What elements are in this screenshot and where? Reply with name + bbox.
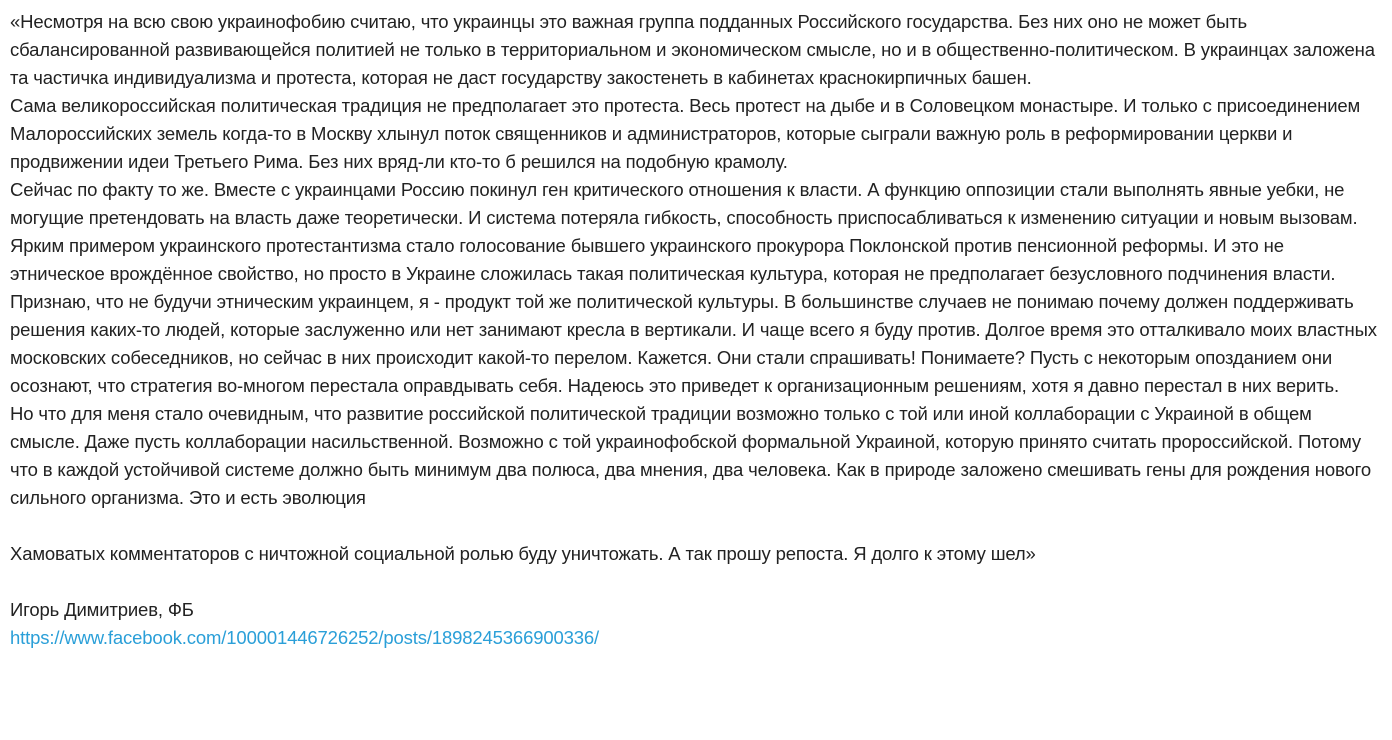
post-paragraph-6: Но что для меня стало очевидным, что развитие российской политической традиции возможно только с той или иной коллаборации с Украиной в общем смысле. Даже пусть коллаборации насильственной. Возможно с той украинофобской формальной Украиной, которую принято считать пророссийской. Потому что в каждой устойчивой системе должно быть минимум два полюса, два мнения, два человека. Как в природе заложено смешивать гены для рождения нового сильного организма. Это и есть эволюция: [10, 403, 1371, 508]
post-paragraph-1: «Несмотря на всю свою украинофобию считаю, что украинцы это важная группа подданных Российского государства. Без них оно не может быть сбалансированной развивающейся политией не только в территориальном и экономическом смысле, но и в общественно-политическом. В украинцах заложена та частичка индивидуализма и протеста, которая не даст государству закостенеть в кабинетах краснокирпичных башен.: [10, 11, 1375, 88]
source-link[interactable]: https://www.facebook.com/100001446726252/posts/1898245366900336/: [10, 627, 600, 648]
author-credit: Игорь Димитриев, ФБ: [10, 599, 194, 620]
post-paragraph-3: Сейчас по факту то же. Вместе с украинцами Россию покинул ген критического отношения к власти. А функцию оппозиции стали выполнять явные уебки, не могущие претендовать на власть даже теоретически. И система потеряла гибкость, способность приспосабливаться к изменению ситуации и новым вызовам.: [10, 179, 1358, 228]
post-paragraph-5: Признаю, что не будучи этническим украинцем, я - продукт той же политической культуры. В большинстве случаев не понимаю почему должен поддерживать решения каких-то людей, которые заслуженно или нет занимают кресла в вертикали. И чаще всего я буду против. Долгое время это отталкивало моих властных московских собеседников, но сейчас в них происходит какой-то перелом. Кажется. Они стали спрашивать! Понимаете? Пусть с некоторым опозданием они осознают, что стратегия во-многом перестала оправдывать себя. Надеюсь это приведет к организационным решениям, хотя я давно перестал в них верить.: [10, 291, 1377, 396]
spacer: [10, 512, 1382, 540]
post-paragraph-4: Ярким примером украинского протестантизма стало голосование бывшего украинского прокурора Поклонской против пенсионной реформы. И это не этническое врождённое свойство, но просто в Украине сложилась такая политическая культура, которая не предполагает безусловного подчинения власти.: [10, 235, 1336, 284]
spacer: [10, 568, 1382, 596]
post-paragraph-2: Сама великороссийская политическая традиция не предполагает это протеста. Весь протест на дыбе и в Соловецком монастыре. И только с присоединением Малороссийских земель когда-то в Москву хлынул поток священников и администраторов, которые сыграли важную роль в реформировании церкви и продвижении идеи Третьего Рима. Без них вряд-ли кто-то б решился на подобную крамолу.: [10, 95, 1361, 172]
closing-remark: Хамоватых комментаторов с ничтожной социальной ролью буду уничтожать. А так прошу репоста. Я долго к этому шел»: [10, 543, 1036, 564]
post-body: [10, 8, 1382, 652]
